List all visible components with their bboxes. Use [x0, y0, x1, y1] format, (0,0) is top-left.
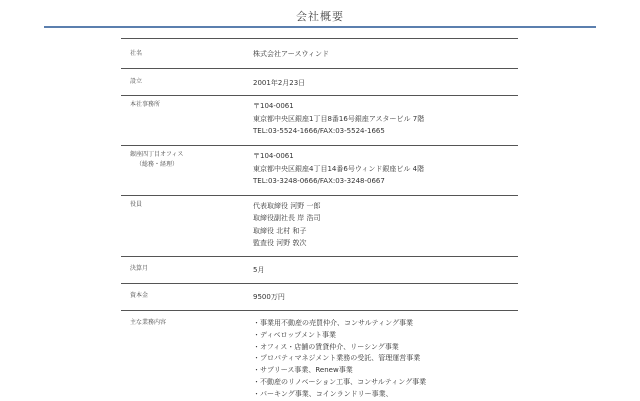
value-line: 取締役副社長 岸 浩司: [253, 214, 321, 223]
value-line: 2001年2月23日: [253, 79, 306, 87]
value-line: ・不動産のリノベーション工事、コンサルティング事業: [253, 377, 427, 386]
value-line: ・サブリース事業、Renew事業: [253, 366, 353, 375]
row-label: 設立: [130, 78, 143, 85]
row-company-name: [121, 39, 518, 69]
row-label: 決算月: [130, 265, 149, 272]
row-label: 資本金: [130, 292, 149, 299]
row-capital: [121, 284, 518, 311]
value-line: 代表取締役 河野 一郎: [253, 202, 321, 210]
value-line: ・ディベロップメント事業: [253, 330, 337, 339]
row-value: [247, 100, 518, 145]
value-line: ・事業用不動産の売買仲介、コンサルティング事業: [253, 319, 413, 327]
value-line: 〒104-0061: [253, 152, 294, 160]
value-line: TEL:03-5524-1666/FAX:03-5524-1665: [253, 127, 385, 135]
row-value: [247, 264, 518, 283]
value-line: 〒104-0061: [253, 102, 294, 110]
row-officers: [121, 196, 518, 257]
row-value: [247, 200, 518, 256]
company-overview-table: [121, 38, 518, 401]
value-line: 取締役 北村 和子: [253, 226, 307, 235]
row-label-sub: （総務・経理）: [136, 161, 179, 168]
value-line: TEL:03-3248-0666/FAX:03-3248-0667: [253, 177, 385, 185]
row-fiscal-month: [121, 257, 518, 284]
row-established: [121, 69, 518, 96]
row-label: [121, 150, 247, 195]
row-value: [247, 77, 518, 95]
value-line: 5月: [253, 266, 265, 274]
row-value: [247, 48, 518, 68]
value-line: ・プロパティマネジメント業務の受託、管理運営事業: [253, 354, 421, 363]
row-value: [247, 150, 518, 195]
page-title: 会社概要: [296, 10, 344, 23]
value-line: 東京都中央区銀座4丁目14番6号ウィンド銀座ビル 4階: [253, 164, 425, 173]
title-divider: [44, 26, 596, 28]
value-line: 監査役 河野 敦次: [253, 238, 307, 247]
row-label: 社名: [130, 50, 143, 57]
row-label: 本社事務所: [130, 101, 161, 108]
value-line: 株式会社アースウィンド: [253, 50, 330, 58]
value-line: 9500万円: [253, 293, 285, 301]
value-line: 東京都中央区銀座1丁目8番16号銀座アスタービル 7階: [253, 114, 425, 123]
row-value: [247, 291, 518, 310]
row-value: [247, 318, 518, 401]
value-line: ・オフィス・店舗の賃貸仲介、リーシング事業: [253, 342, 399, 351]
value-line: ・パーキング事業、コインランドリー事業、: [253, 389, 393, 398]
row-label: 主な業務内容: [130, 319, 167, 326]
row-label: 役員: [130, 201, 143, 208]
row-business: [121, 311, 518, 401]
row-ginza-office: [121, 146, 518, 196]
row-label-main: 銀座四丁目オフィス: [130, 151, 184, 158]
row-head-office: [121, 96, 518, 146]
